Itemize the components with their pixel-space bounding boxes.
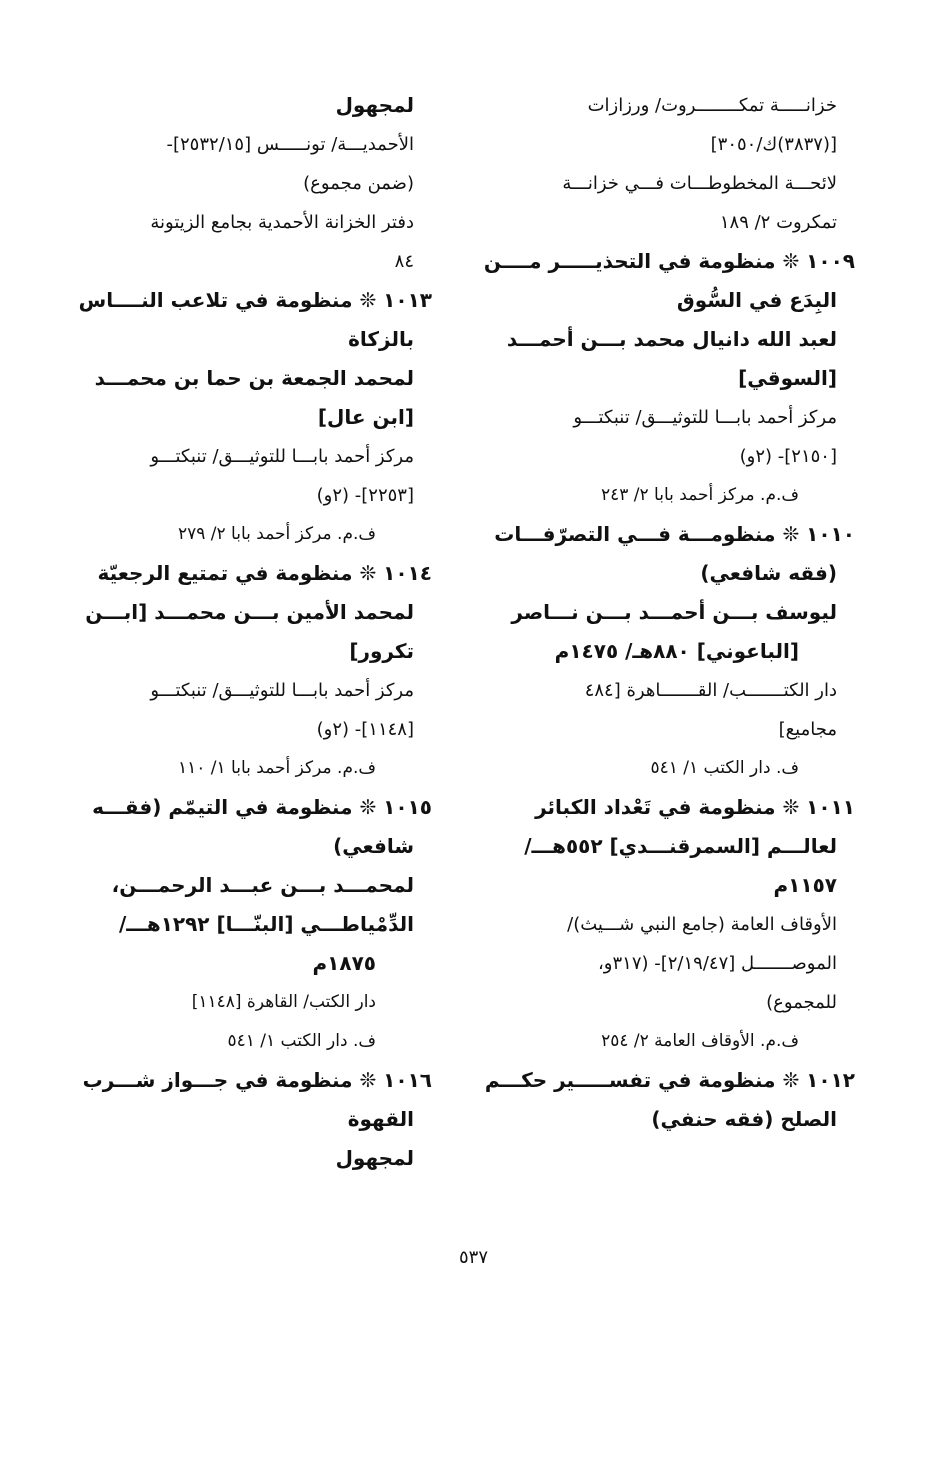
- entry-line-bold: (فقه شافعي): [700, 561, 837, 585]
- reference-line: ف. دار الكتب ١/ ٥٤١: [227, 1031, 376, 1051]
- entry-line: [٢٢٥٣]- (٢و): [316, 485, 414, 506]
- entry-line: تمكروت ٢/ ١٨٩: [719, 212, 837, 233]
- entry-line-bold: [السوقي]: [738, 366, 837, 390]
- entry-line-bold: ١٨٧٥م: [312, 951, 376, 975]
- entry-line: مركز أحمد بابـــا للتوثيـــق/ تنبكتـــو: [150, 446, 414, 467]
- reference-line: دار الكتب/ القاهرة [١١٤٨]: [191, 992, 376, 1012]
- right-column: [483, 86, 855, 1139]
- entry-line: الأحمديـــة/ تونـــــس [٢٥٣٢/١٥]-: [166, 134, 414, 155]
- entry-line-bold: البِدَع في السُّوق: [676, 288, 837, 312]
- entry-line: [(٣٨٣٧)ك/٣٠٥٠]: [710, 134, 837, 155]
- entry-line-bold: لمحمد الأمين بـــن محمـــد [ابـــن: [85, 600, 414, 624]
- entry-line: خزانـــــة تمكــــــــروت/ ورزازات: [587, 95, 837, 116]
- entry-line-bold: ١١٥٧م: [773, 873, 837, 897]
- entry-line: دفتر الخزانة الأحمدية بجامع الزيتونة: [150, 212, 414, 233]
- entry-line: [١١٤٨]- (٢و): [316, 719, 414, 740]
- entry-line: للمجموع): [766, 992, 837, 1013]
- left-column: [69, 86, 432, 1178]
- entry-line-bold: القهوة: [347, 1107, 414, 1131]
- entry-line-bold: لعالـــم [السمرقنـــدي] ٥٥٢هـــ/: [524, 834, 837, 858]
- entry-heading: ١٠١٦ ❊ منظومة في جـــواز شـــرب: [82, 1068, 432, 1092]
- reference-line: ف.م. مركز أحمد بابا ٢/ ٢٤٣: [600, 485, 799, 505]
- reference-line: ف.م. الأوقاف العامة ٢/ ٢٥٤: [601, 1031, 799, 1051]
- entry-line-bold: ليوسف بـــن أحمـــد بـــن نـــاصر: [511, 600, 837, 624]
- entry-line-bold: بالزكاة: [348, 327, 414, 351]
- reference-line: ف.م. مركز أحمد بابا ٢/ ٢٧٩: [177, 524, 376, 544]
- entry-line-bold: لعبد الله دانيال محمد بـــن أحمـــد: [506, 327, 837, 351]
- entry-line-bold: الصلح (فقه حنفي): [651, 1107, 837, 1131]
- entry-line: لائحـــة المخطوطـــات فـــي خزانـــة: [562, 173, 837, 194]
- entry-line: الأوقاف العامة (جامع النبي شـــيث)/: [567, 914, 837, 935]
- entry-line: مجاميع]: [778, 719, 837, 740]
- reference-line: ف. دار الكتب ١/ ٥٤١: [650, 758, 799, 778]
- entry-heading: ١٠١٤ ❊ منظومة في تمتيع الرجعيّة: [97, 561, 432, 585]
- entry-line-bold: لمجهول: [335, 93, 414, 117]
- entry-line: دار الكتـــــــب/ القـــــــاهرة [٤٨٤: [584, 680, 837, 701]
- entry-line: (ضمن مجموع): [303, 173, 414, 194]
- entry-line: مركز أحمد بابـــا للتوثيـــق/ تنبكتـــو: [573, 407, 837, 428]
- page-number: ٥٣٧: [458, 1247, 488, 1268]
- entry-line-bold: الدِّمْياطـــي [البنّـــا] ١٢٩٢هـــ/: [119, 912, 414, 936]
- entry-line-bold: [ابن عال]: [317, 405, 414, 429]
- entry-line-bold: لمحمـــد بـــن عبـــد الرحمـــن،: [111, 873, 414, 897]
- entry-line-bold: تكرور]: [349, 639, 414, 663]
- entry-heading: ١٠١٠ ❊ منظومـــة فـــي التصرّفـــات: [494, 522, 855, 546]
- entry-heading: ١٠١١ ❊ منظومة في تَعْداد الكبائر: [535, 795, 855, 819]
- entry-line-bold: لمحمد الجمعة بن حما بن محمـــد: [94, 366, 414, 390]
- entry-heading: ١٠١٣ ❊ منظومة في تلاعب النــــاس: [78, 288, 432, 312]
- entry-line-bold: لمجهول: [335, 1146, 414, 1170]
- entry-heading: ١٠١٢ ❊ منظومة في تفســـــير حكـــم: [484, 1068, 855, 1092]
- entry-line: [٢١٥٠]- (٢و): [739, 446, 837, 467]
- entry-line: ٨٤: [394, 251, 414, 272]
- entry-heading: ١٠١٥ ❊ منظومة في التيمّم (فقـــه: [92, 795, 432, 819]
- entry-line-bold: [الباعوني] ٨٨٠هـ/ ١٤٧٥م: [554, 639, 799, 663]
- entry-line: الموصـــــــل [٢/١٩/٤٧]- (٣١٧و،: [597, 953, 837, 974]
- entry-line-bold: شافعي): [333, 834, 414, 858]
- entry-heading: ١٠٠٩ ❊ منظومة في التحذيـــــر مــــن: [483, 249, 855, 273]
- reference-line: ف.م. مركز أحمد بابا ١/ ١١٠: [177, 758, 376, 778]
- entry-line: مركز أحمد بابـــا للتوثيـــق/ تنبكتـــو: [150, 680, 414, 701]
